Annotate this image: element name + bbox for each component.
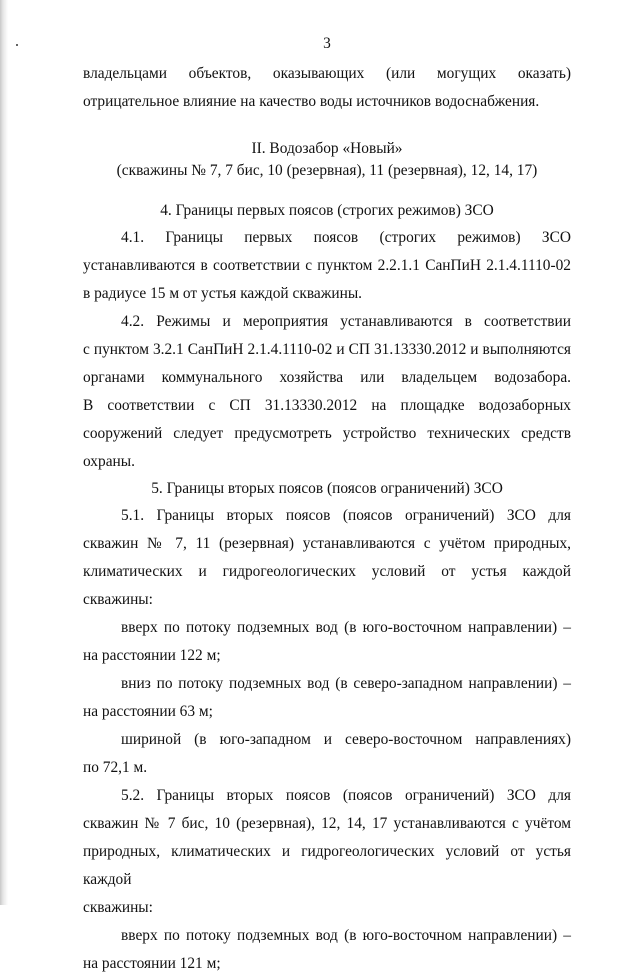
paragraph-5-1-line: на расстоянии 63 м; bbox=[83, 703, 213, 720]
paragraph-5-2-line: скважин № 7 бис, 10 (резервная), 12, 14, 17 устанавливаются с учётом bbox=[83, 815, 571, 832]
paragraph-4-2-line: В соответствии с СП 31.13330.2012 на площадке водозаборных bbox=[83, 397, 571, 414]
paragraph-4-2-line: сооружений следует предусмотреть устройство технических средств охраны. bbox=[83, 425, 571, 470]
paragraph-4-2-line: органами коммунального хозяйства или владельцем водозабора. bbox=[83, 369, 571, 386]
paragraph-4-1-line: устанавливаются в соответствии с пунктом 2.2.1.1 СанПиН 2.1.4.1110-02 bbox=[83, 257, 571, 274]
scan-speck bbox=[16, 44, 18, 46]
heading-4: 4. Границы первых поясов (строгих режимов) ЗСО bbox=[160, 202, 494, 219]
paragraph-4-2-line: 4.2. Режимы и мероприятия устанавливаются в соответствии bbox=[121, 313, 571, 330]
paragraph-4-1-line: в радиусе 15 м от устья каждой скважины. bbox=[83, 285, 363, 302]
scan-edge-shadow bbox=[0, 0, 8, 905]
paragraph-5-1-line: вверх по потоку подземных вод (в юго-восточном направлении) – bbox=[121, 619, 571, 636]
paragraph-4-2-line: с пунктом 3.2.1 СанПиН 2.1.4.1110-02 и СП 31.13330.2012 и выполняются bbox=[83, 341, 571, 358]
text-line: владельцами объектов, оказывающих (или могущих оказать) bbox=[83, 65, 571, 82]
paragraph-5-2-line: 5.2. Границы вторых поясов (поясов ограничений) ЗСО для bbox=[121, 787, 571, 804]
heading-5: 5. Границы вторых поясов (поясов ограничений) ЗСО bbox=[151, 480, 503, 497]
text-line: отрицательное влияние на качество воды источников водоснабжения. bbox=[83, 93, 540, 110]
paragraph-5-1-line: климатических и гидрогеологических условий от устья каждой скважины: bbox=[83, 563, 571, 608]
paragraph-5-1-line: 5.1. Границы вторых поясов (поясов ограничений) ЗСО для bbox=[121, 507, 571, 524]
paragraph-5-1-line: по 72,1 м. bbox=[83, 759, 148, 776]
page-number: 3 bbox=[323, 35, 331, 52]
paragraph-5-1-line: скважин № 7, 11 (резервная) устанавливаются с учётом природных, bbox=[83, 535, 571, 552]
section-title: II. Водозабор «Новый» bbox=[251, 140, 403, 157]
paragraph-5-1-line: на расстоянии 122 м; bbox=[83, 647, 221, 664]
paragraph-5-1-line: вниз по потоку подземных вод (в северо-западном направлении) – bbox=[121, 675, 571, 692]
paragraph-5-2-line: вверх по потоку подземных вод (в юго-восточном направлении) – bbox=[121, 927, 571, 944]
paragraph-5-2-line: природных, климатических и гидрогеологических условий от устья каждой bbox=[83, 843, 571, 888]
paragraph-5-2-line: на расстоянии 121 м; bbox=[83, 955, 221, 972]
paragraph-4-1-line: 4.1. Границы первых поясов (строгих режимов) ЗСО bbox=[121, 229, 571, 246]
document-page bbox=[83, 34, 571, 978]
paragraph-5-2-line: скважины: bbox=[83, 899, 153, 916]
paragraph-5-1-line: шириной (в юго-западном и северо-восточном направлениях) bbox=[121, 731, 571, 748]
section-subtitle: (скважины № 7, 7 бис, 10 (резервная), 11 (резервная), 12, 14, 17) bbox=[116, 162, 538, 179]
